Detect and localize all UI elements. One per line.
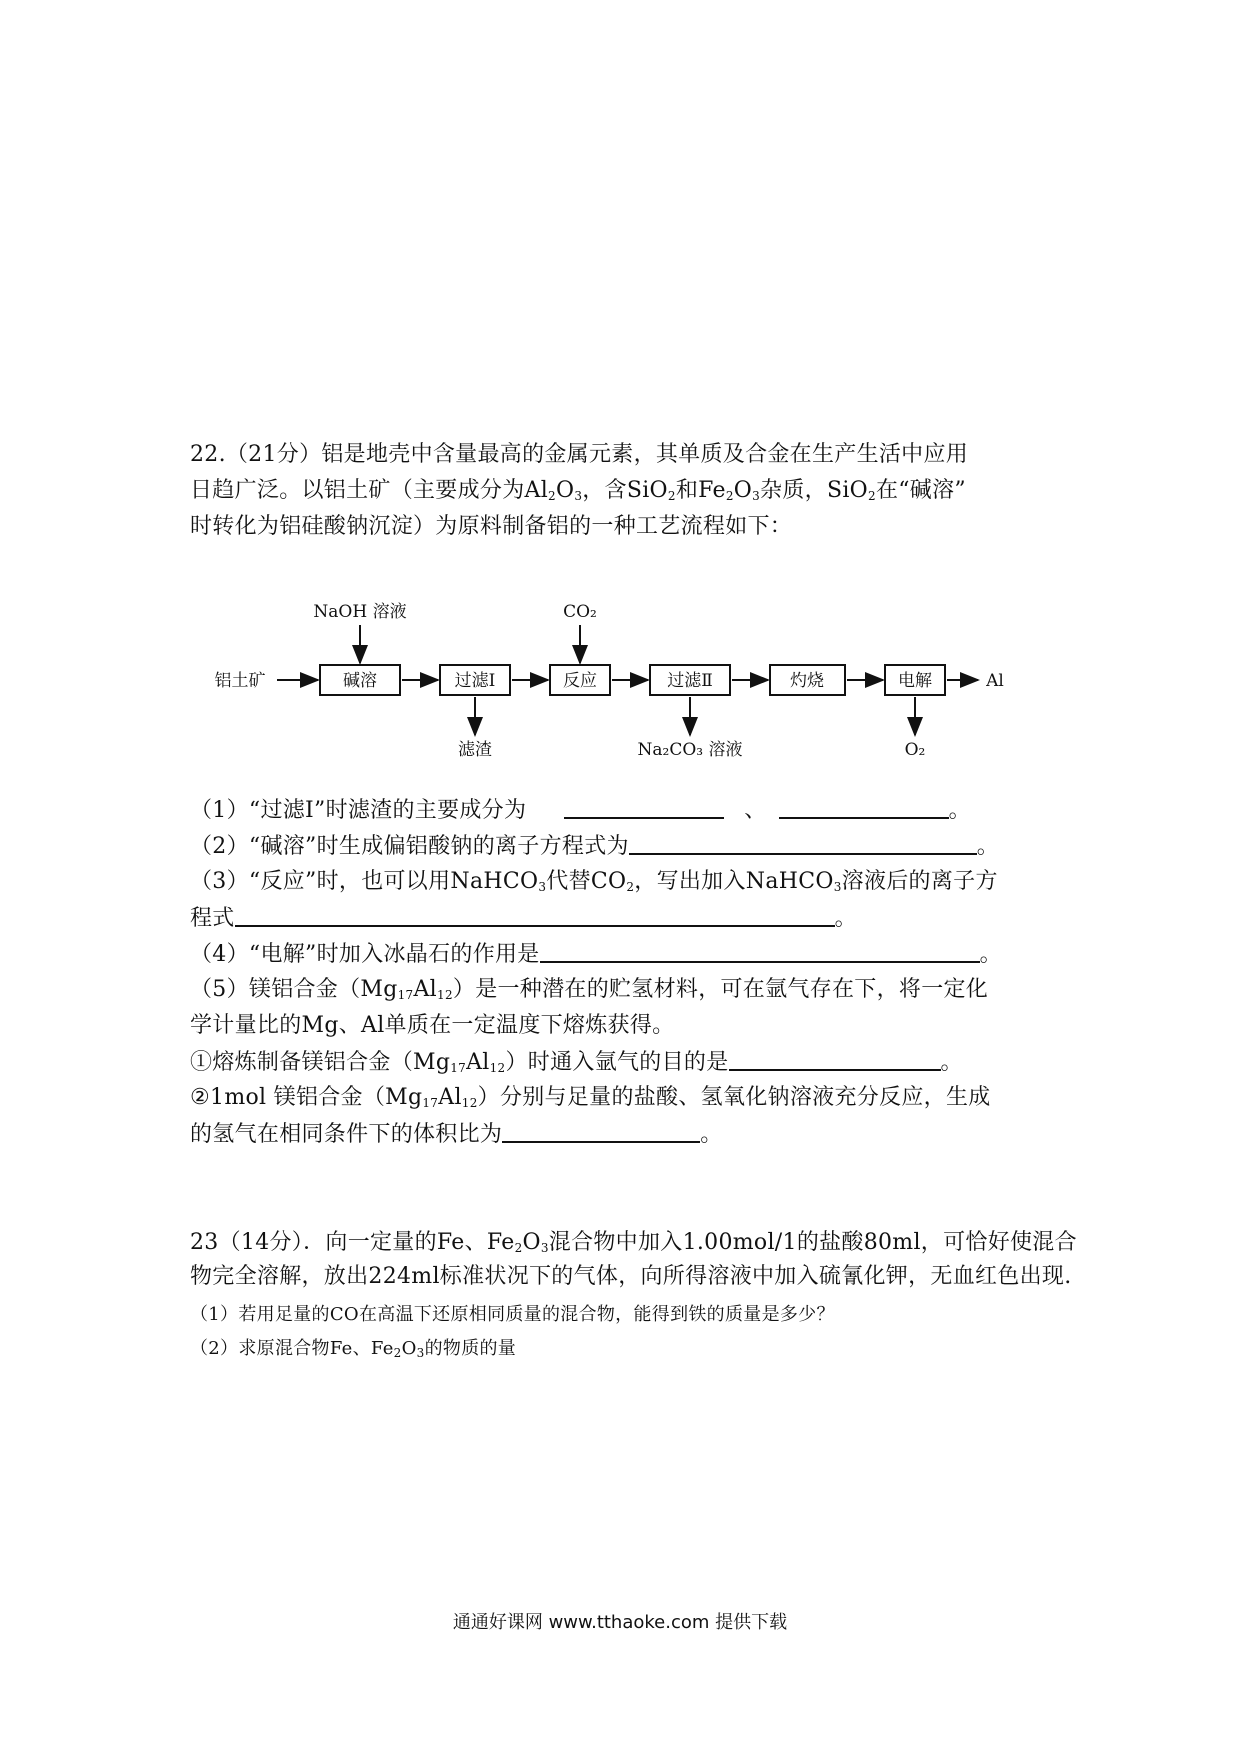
process-flow-diagram xyxy=(210,595,1010,760)
answer-blank-5-1[interactable] xyxy=(729,1047,941,1071)
answer-blank-5-2[interactable] xyxy=(502,1119,700,1143)
q22-part3-line1: （3）“反应”时，也可以用NaHCO$_3$代替$CO_2$，写出加入NaHCO$_3$溶液后的离子方 xyxy=(190,869,998,894)
flow-box2-label: 过滤Ⅰ xyxy=(454,671,496,691)
q22-part4: （4）“电解”时加入冰晶石的作用是 。 xyxy=(190,939,1002,970)
flow-box3-label: 反应 xyxy=(563,671,597,691)
q23-intro-line2: 物完全溶解，放出224ml标准状况下的气体，向所得溶液中加入硫氰化钾，无血红色出现. xyxy=(190,1264,1072,1289)
flow-o2-label: O₂ xyxy=(904,740,926,760)
flow-box4-label: 过滤Ⅱ xyxy=(667,671,713,691)
q22-part1: （1）“过滤Ⅰ”时滤渣的主要成分为 、 。 xyxy=(190,795,971,826)
q22-part5-sub1: ①熔炼制备镁铝合金$(Mg_{17}Al_{12})$时通入氩气的目的是 。 xyxy=(190,1047,963,1078)
q22-part5-line1: （5）镁铝合金$(Mg_{17}Al_{12})$是一种潜在的贮氢材料，可在氩气存在下，将一定化 xyxy=(190,977,989,1002)
flow-co2-label: CO₂ xyxy=(563,602,597,622)
q22-intro-line1: 22.（21分）铝是地壳中含量最高的金属元素，其单质及合金在生产生活中应用 xyxy=(190,442,969,467)
q22-intro-line3: 时转化为铝硅酸钠沉淀）为原料制备铝的一种工艺流程如下： xyxy=(190,514,793,539)
flow-box1-label: 碱溶 xyxy=(343,671,377,691)
q22-part5-sub2-line1: ②1mol 镁铝合金$(Mg_{17}Al_{12})$分别与足量的盐酸、氢氧化钠溶液充分反应，生成 xyxy=(190,1085,991,1110)
q23-intro-line1: 23（14分）．向一定量的Fe、$Fe_2O_3$混合物中加入1.00mol/1的盐酸80ml，可恰好使混合 xyxy=(190,1230,1077,1255)
q22-part5-line2: 学计量比的Mg、Al单质在一定温度下熔炼获得。 xyxy=(190,1013,675,1038)
q22-intro-line2: 日趋广泛。以铝土矿（主要成分为$Al_2O_3$，含SiO$_2$和$Fe_2O_3$杂质，SiO$_2$在“碱溶” xyxy=(190,478,966,503)
q22-part3-line2: 程式 。 xyxy=(190,903,857,934)
answer-blank-2[interactable] xyxy=(629,831,977,855)
q22-part2: （2）“碱溶”时生成偏铝酸钠的离子方程式为 。 xyxy=(190,831,999,862)
flow-box5-label: 灼烧 xyxy=(790,671,824,691)
answer-blank-4[interactable] xyxy=(540,939,980,963)
flow-box6-label: 电解 xyxy=(898,671,932,691)
flow-product-label: Al xyxy=(986,671,1004,691)
flow-naoh-label: NaOH 溶液 xyxy=(313,602,407,622)
flow-residue-label: 滤渣 xyxy=(458,740,492,760)
q23-part2: （2）求原混合物Fe、$Fe_2O_3$的物质的量 xyxy=(190,1338,517,1360)
answer-blank-1b[interactable] xyxy=(779,795,949,819)
flow-feed-label: 铝土矿 xyxy=(214,671,266,691)
answer-blank-3[interactable] xyxy=(235,903,835,927)
answer-blank-1a[interactable] xyxy=(564,795,724,819)
q23-part1: （1）若用足量的CO在高温下还原相同质量的混合物，能得到铁的质量是多少？ xyxy=(190,1304,835,1325)
q22-part5-sub2-line2: 的氢气在相同条件下的体积比为 。 xyxy=(190,1119,723,1150)
flow-na2co3-label: Na₂CO₃ 溶液 xyxy=(637,740,743,760)
footer-source: 通通好课网 www.tthaoke.com 提供下载 xyxy=(452,1612,788,1633)
